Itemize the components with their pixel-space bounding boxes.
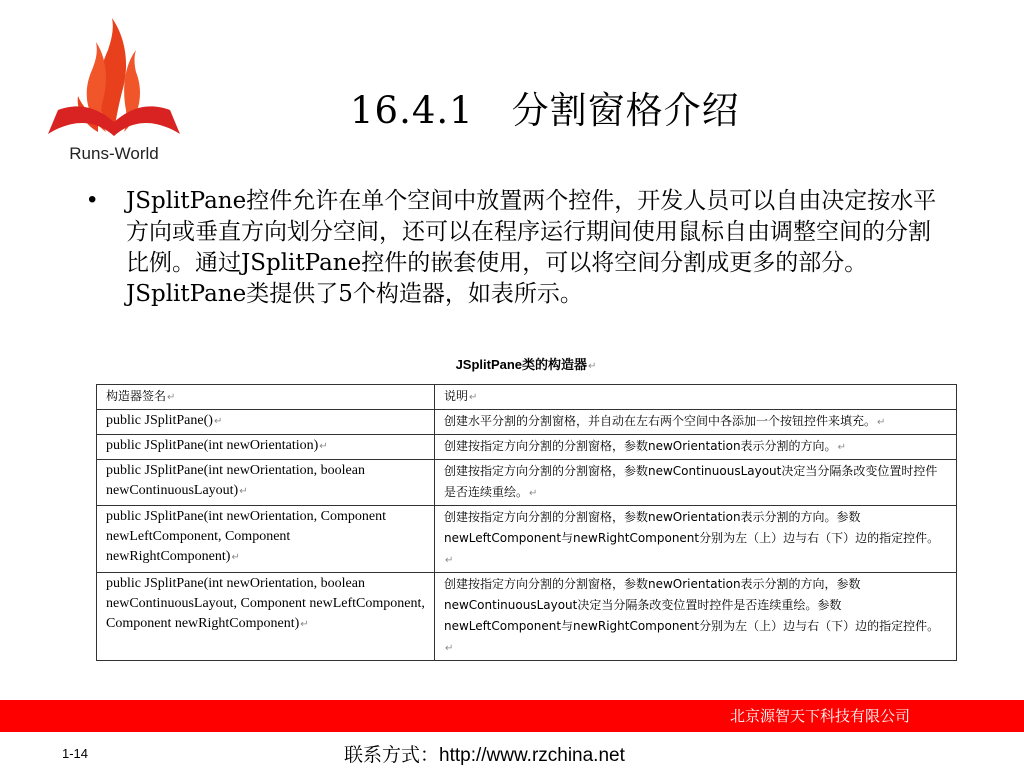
paragraph-mark-icon: ↵ [469,392,478,403]
bullet-text: JSplitPane控件允许在单个空间中放置两个控件，开发人员可以自由决定按水平方向或垂直方向划分空间，还可以在程序运行期间使用鼠标自由调整空间的分割比例。通过JSplitPane控件的嵌套使用，可以将空间分割成更多的部分。JSplitPane类提供了5个构造器，如表所示。 [126,188,937,307]
table-header-row [97,385,957,410]
paragraph-mark-icon: ↵ [588,361,597,372]
bullet-point [88,186,938,310]
paragraph-mark-icon: ↵ [300,619,309,630]
bullet-dot-icon: • [88,186,97,213]
table-row [97,460,957,506]
paragraph-mark-icon: ↵ [213,416,223,427]
constructor-signature: public JSplitPane(int newOrientation, boolean newContinuousLayout, Component newLeftComponent, Component newRightComponent)↵ [97,573,435,661]
table-caption-text: JSplitPane类的构造器 [455,357,588,372]
paragraph-mark-icon: ↵ [529,488,538,499]
paragraph-mark-icon: ↵ [445,555,454,566]
constructor-description: 创建水平分割的分割窗格，并自动在左右两个空间中各添加一个按钮控件来填充。↵ [435,410,957,435]
header-signature: 构造器签名↵ [97,385,435,410]
constructor-signature: public JSplitPane(int newOrientation, Component newLeftComponent, Component newRightComponent)↵ [97,506,435,573]
logo-text: Runs-World [69,144,159,163]
slide-title: 16.4.1 分割窗格介绍 [350,89,740,132]
paragraph-mark-icon: ↵ [167,392,176,403]
paragraph-mark-icon: ↵ [837,442,846,453]
contact-label: 联系方式： [344,744,440,766]
footer-bar [0,700,1024,732]
constructor-table [96,384,957,661]
flame-book-icon [44,14,184,144]
constructor-description: 创建按指定方向分割的分割窗格，参数newOrientation表示分割的方向。参数newLeftComponent与newRightComponent分别为左（上）边与右（下）边的指定控件。↵ [435,506,957,573]
runs-world-logo [44,14,184,164]
paragraph-mark-icon: ↵ [239,486,248,497]
contact-info [344,740,625,767]
table-row [97,506,957,573]
paragraph-mark-icon: ↵ [231,552,240,563]
constructor-description: 创建按指定方向分割的分割窗格，参数newOrientation表示分割的方向，参数newContinuousLayout决定当分隔条改变位置时控件是否连续重绘。参数newLeftComponent与newRightComponent分别为左（上）边与右（下）边的指定控件。↵ [435,573,957,661]
page-number: 1-14 [62,746,89,761]
constructor-signature: public JSplitPane(int newOrientation)↵ [97,435,435,460]
paragraph-mark-icon: ↵ [877,417,886,428]
constructor-description: 创建按指定方向分割的分割窗格，参数newContinuousLayout决定当分隔条改变位置时控件是否连续重绘。↵ [435,460,957,506]
table-caption [96,354,956,373]
contact-url-link[interactable]: http://www.rzchina.net [439,745,625,766]
footer-company: 北京源智天下科技有限公司 [729,707,910,725]
paragraph-mark-icon: ↵ [319,441,328,452]
paragraph-mark-icon: ↵ [445,643,454,654]
constructor-signature: public JSplitPane()↵ [97,410,435,435]
constructor-description: 创建按指定方向分割的分割窗格，参数newOrientation表示分割的方向。↵ [435,435,957,460]
table-row [97,435,957,460]
table-row [97,410,957,435]
constructor-signature: public JSplitPane(int newOrientation, boolean newContinuousLayout)↵ [97,460,435,506]
table-row [97,573,957,661]
header-description: 说明↵ [435,385,957,410]
